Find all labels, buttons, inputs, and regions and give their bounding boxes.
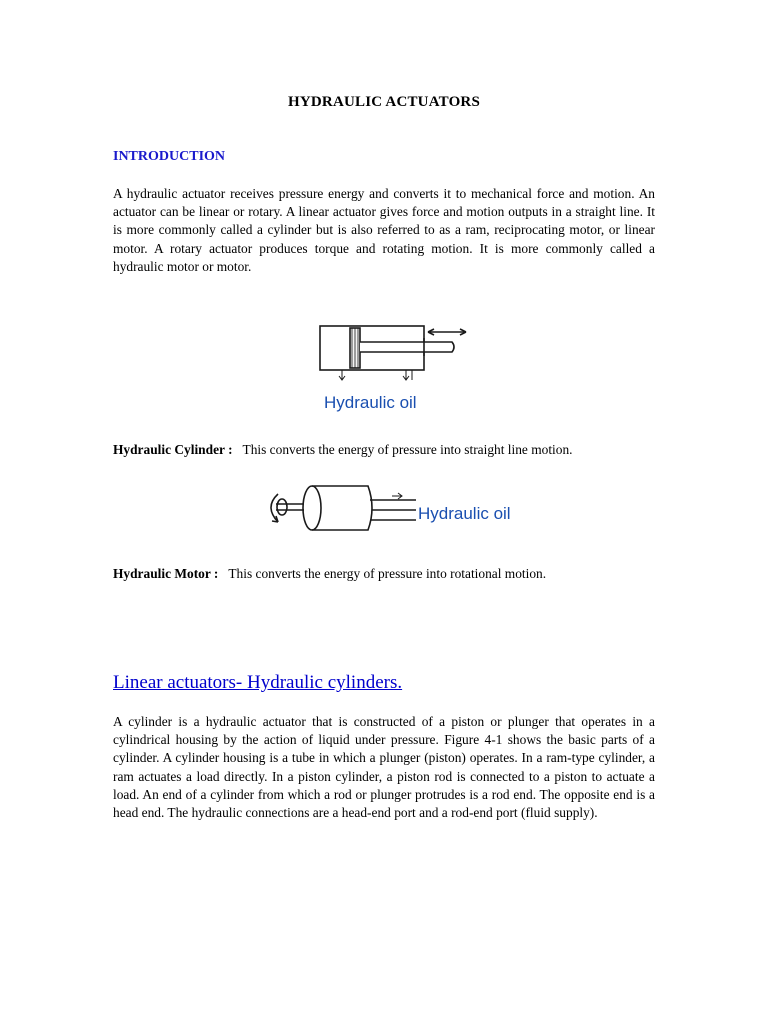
cylinder-definition [113, 442, 573, 458]
motor-definition [113, 566, 546, 582]
hydraulic-motor-figure [260, 480, 520, 538]
figure2-label: Hydraulic oil [418, 504, 511, 523]
document-title: HYDRAULIC ACTUATORS [287, 94, 481, 110]
intro-paragraph: A hydraulic actuator receives pressure energy and converts it to mechanical force and motion. An actuator can be linear or rotary. A linear actuator gives force and motion outputs in a straight line. It is more commonly called a cylinder but is also referred to as a ram, reciprocating motor, or linear motor. A rotary actuator produces torque and rotating motion. It is more commonly called a hydraulic motor or motor. [113, 186, 655, 274]
cylinder-definition-text: This converts the energy of pressure into straight line motion. [242, 442, 573, 457]
intro-heading: INTRODUCTION [113, 149, 226, 164]
cylinder-term: Hydraulic Cylinder : [113, 442, 233, 457]
section-paragraph: A cylinder is a hydraulic actuator that is constructed of a piston or plunger that operates in a cylindrical housing by the action of liquid under pressure. Figure 4-1 shows the basic parts of a cylinder. A cylinder housing is a tube in which a plunger (piston) operates. In a ram-type cylinder, a ram actuates a load directly. In a piston cylinder, a piston rod is connected to a piston to actuate a load. An end of a cylinder from which a rod or plunger protrudes is a rod end. The opposite end is a head end. The hydraulic connections are a head-end port and a rod-end port (fluid supply). [113, 714, 655, 821]
hydraulic-cylinder-figure [316, 320, 476, 418]
motor-term: Hydraulic Motor : [113, 566, 219, 581]
section-heading: Linear actuators- Hydraulic cylinders. [113, 672, 403, 693]
motor-definition-text: This converts the energy of pressure into rotational motion. [228, 566, 547, 581]
figure1-label: Hydraulic oil [324, 393, 417, 412]
